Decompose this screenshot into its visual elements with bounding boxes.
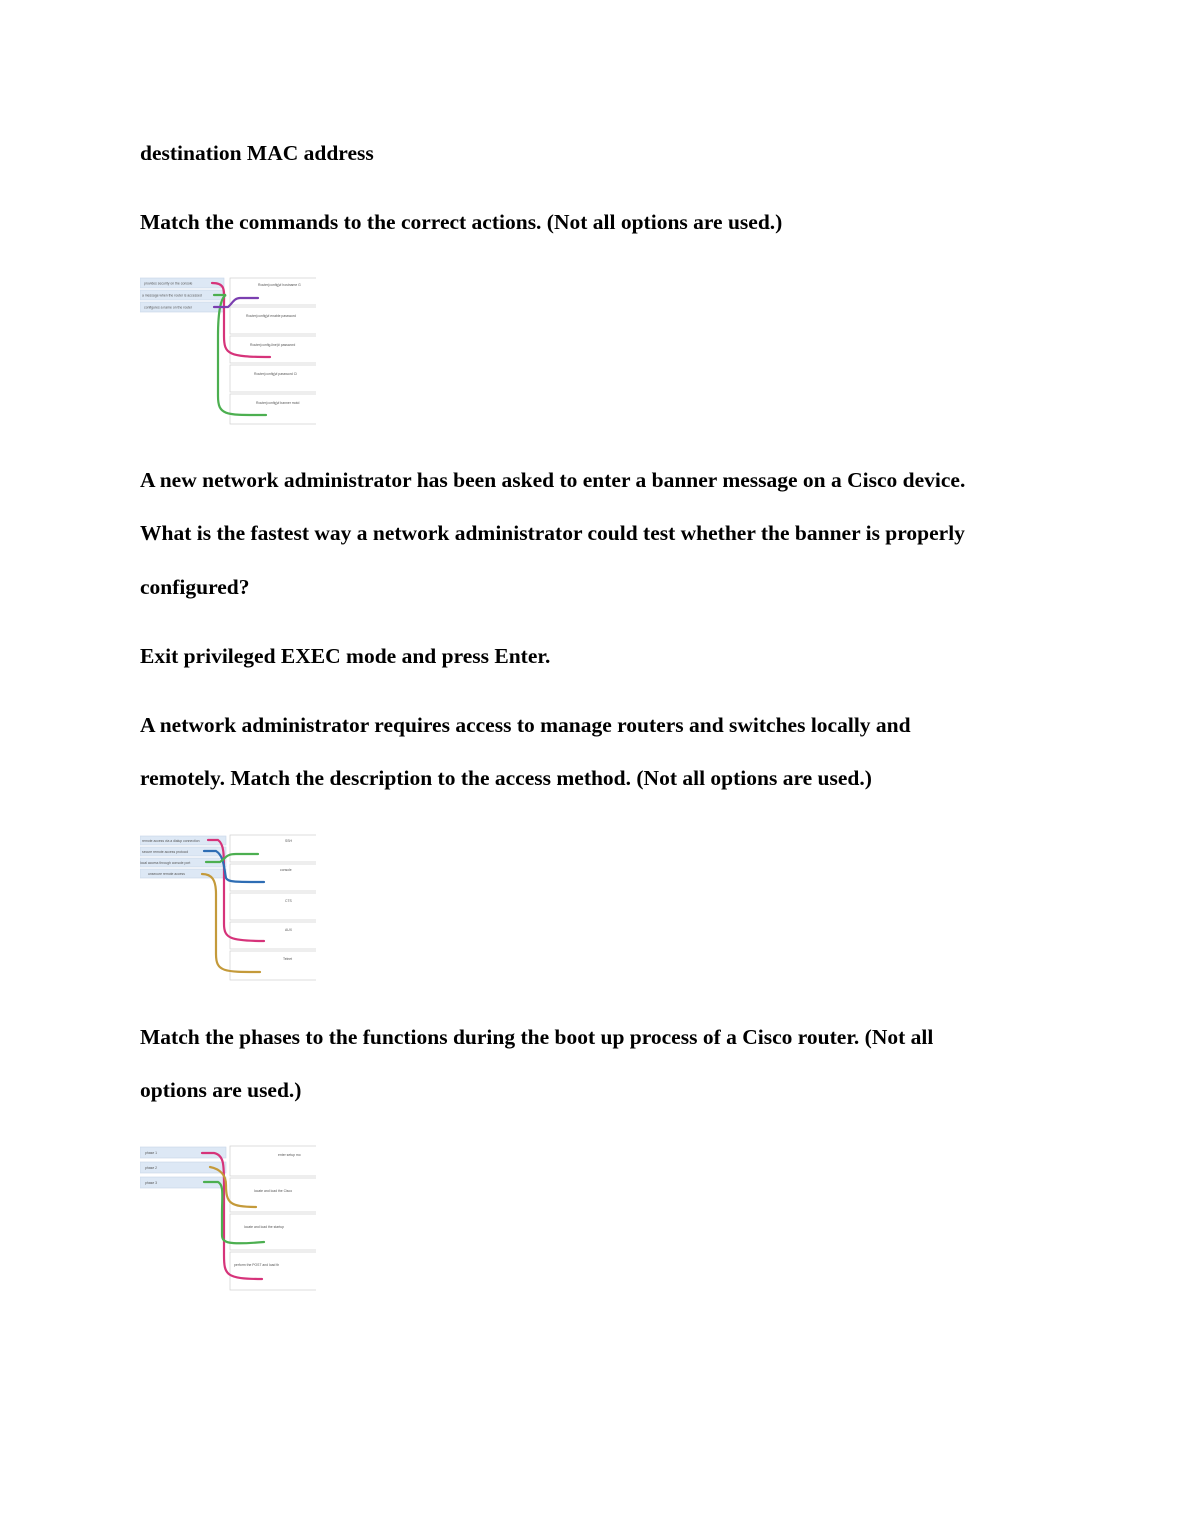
matching-figure-boot-phases [140, 1145, 316, 1293]
question-boot-phases-line-2: options are used.) [140, 1078, 302, 1102]
answer-destination-mac: destination MAC address [140, 141, 374, 165]
left-option-label: a message when the router is accessed [142, 293, 202, 298]
right-target-label: CTS [285, 899, 292, 903]
right-target-label: Router(config)# hostname G [258, 283, 301, 287]
right-target-label: Telnet [283, 957, 293, 961]
question-access-method-line-1: A network administrator requires access to manage routers and switches locally and [140, 713, 911, 737]
question-boot-phases-line-1: Match the phases to the functions during the boot up process of a Cisco router. (Not all [140, 1025, 934, 1049]
right-target-box [230, 835, 316, 862]
right-target-box [230, 922, 316, 949]
right-target-label: Router(config)# enable password [246, 314, 296, 318]
left-option-label: phase 3 [145, 1181, 158, 1185]
right-target-box [230, 365, 316, 392]
right-target-box [230, 864, 316, 891]
right-target-box [230, 951, 316, 980]
right-target-box [230, 1146, 316, 1176]
right-target-box [230, 1252, 316, 1290]
right-target-box [230, 1214, 316, 1250]
left-option-label: configures a name on the router [144, 305, 193, 310]
question-match-commands: Match the commands to the correct actions. (Not all options are used.) [140, 210, 783, 234]
right-target-box [230, 893, 316, 920]
right-target-label: enter setup mo [278, 1153, 301, 1157]
right-target-label: console [280, 868, 292, 872]
question-banner-line-3: configured? [140, 575, 250, 599]
left-option-label: local access through console port [140, 861, 191, 865]
matching-figure-commands [140, 276, 316, 428]
left-option-label: remote access via a dialup connection [142, 839, 200, 843]
right-target-label: perform the POST and load th [234, 1263, 280, 1267]
left-option-label: secure remote access protocol [142, 850, 189, 854]
right-target-label: Router(config)# banner motd [256, 401, 300, 405]
question-access-method-line-2: remotely. Match the description to the access method. (Not all options are used.) [140, 766, 872, 790]
question-banner-line-1: A new network administrator has been asked to enter a banner message on a Cisco device. [140, 468, 966, 492]
right-target-label: AUX [285, 928, 292, 932]
left-option-label: provides security on the console [144, 281, 193, 286]
right-target-label: locate and load the Cisco [254, 1189, 293, 1193]
answer-exit-exec: Exit privileged EXEC mode and press Enter. [140, 644, 551, 668]
right-target-box [230, 307, 316, 334]
matching-figure-access [140, 834, 316, 982]
left-option-label: unsecure remote access [148, 872, 185, 876]
right-target-label: Router(config)# password Ci [254, 372, 297, 376]
left-option-label: phase 2 [145, 1166, 158, 1170]
right-target-label: locate and load the startup [244, 1225, 284, 1229]
right-target-label: SSH [285, 839, 292, 843]
right-target-box [230, 336, 316, 363]
right-target-label: Router(config-line)# password [250, 343, 296, 347]
question-banner-line-2: What is the fastest way a network administrator could test whether the banner is properly [140, 521, 965, 545]
left-option-label: phase 1 [145, 1151, 158, 1155]
right-target-box [230, 394, 316, 424]
